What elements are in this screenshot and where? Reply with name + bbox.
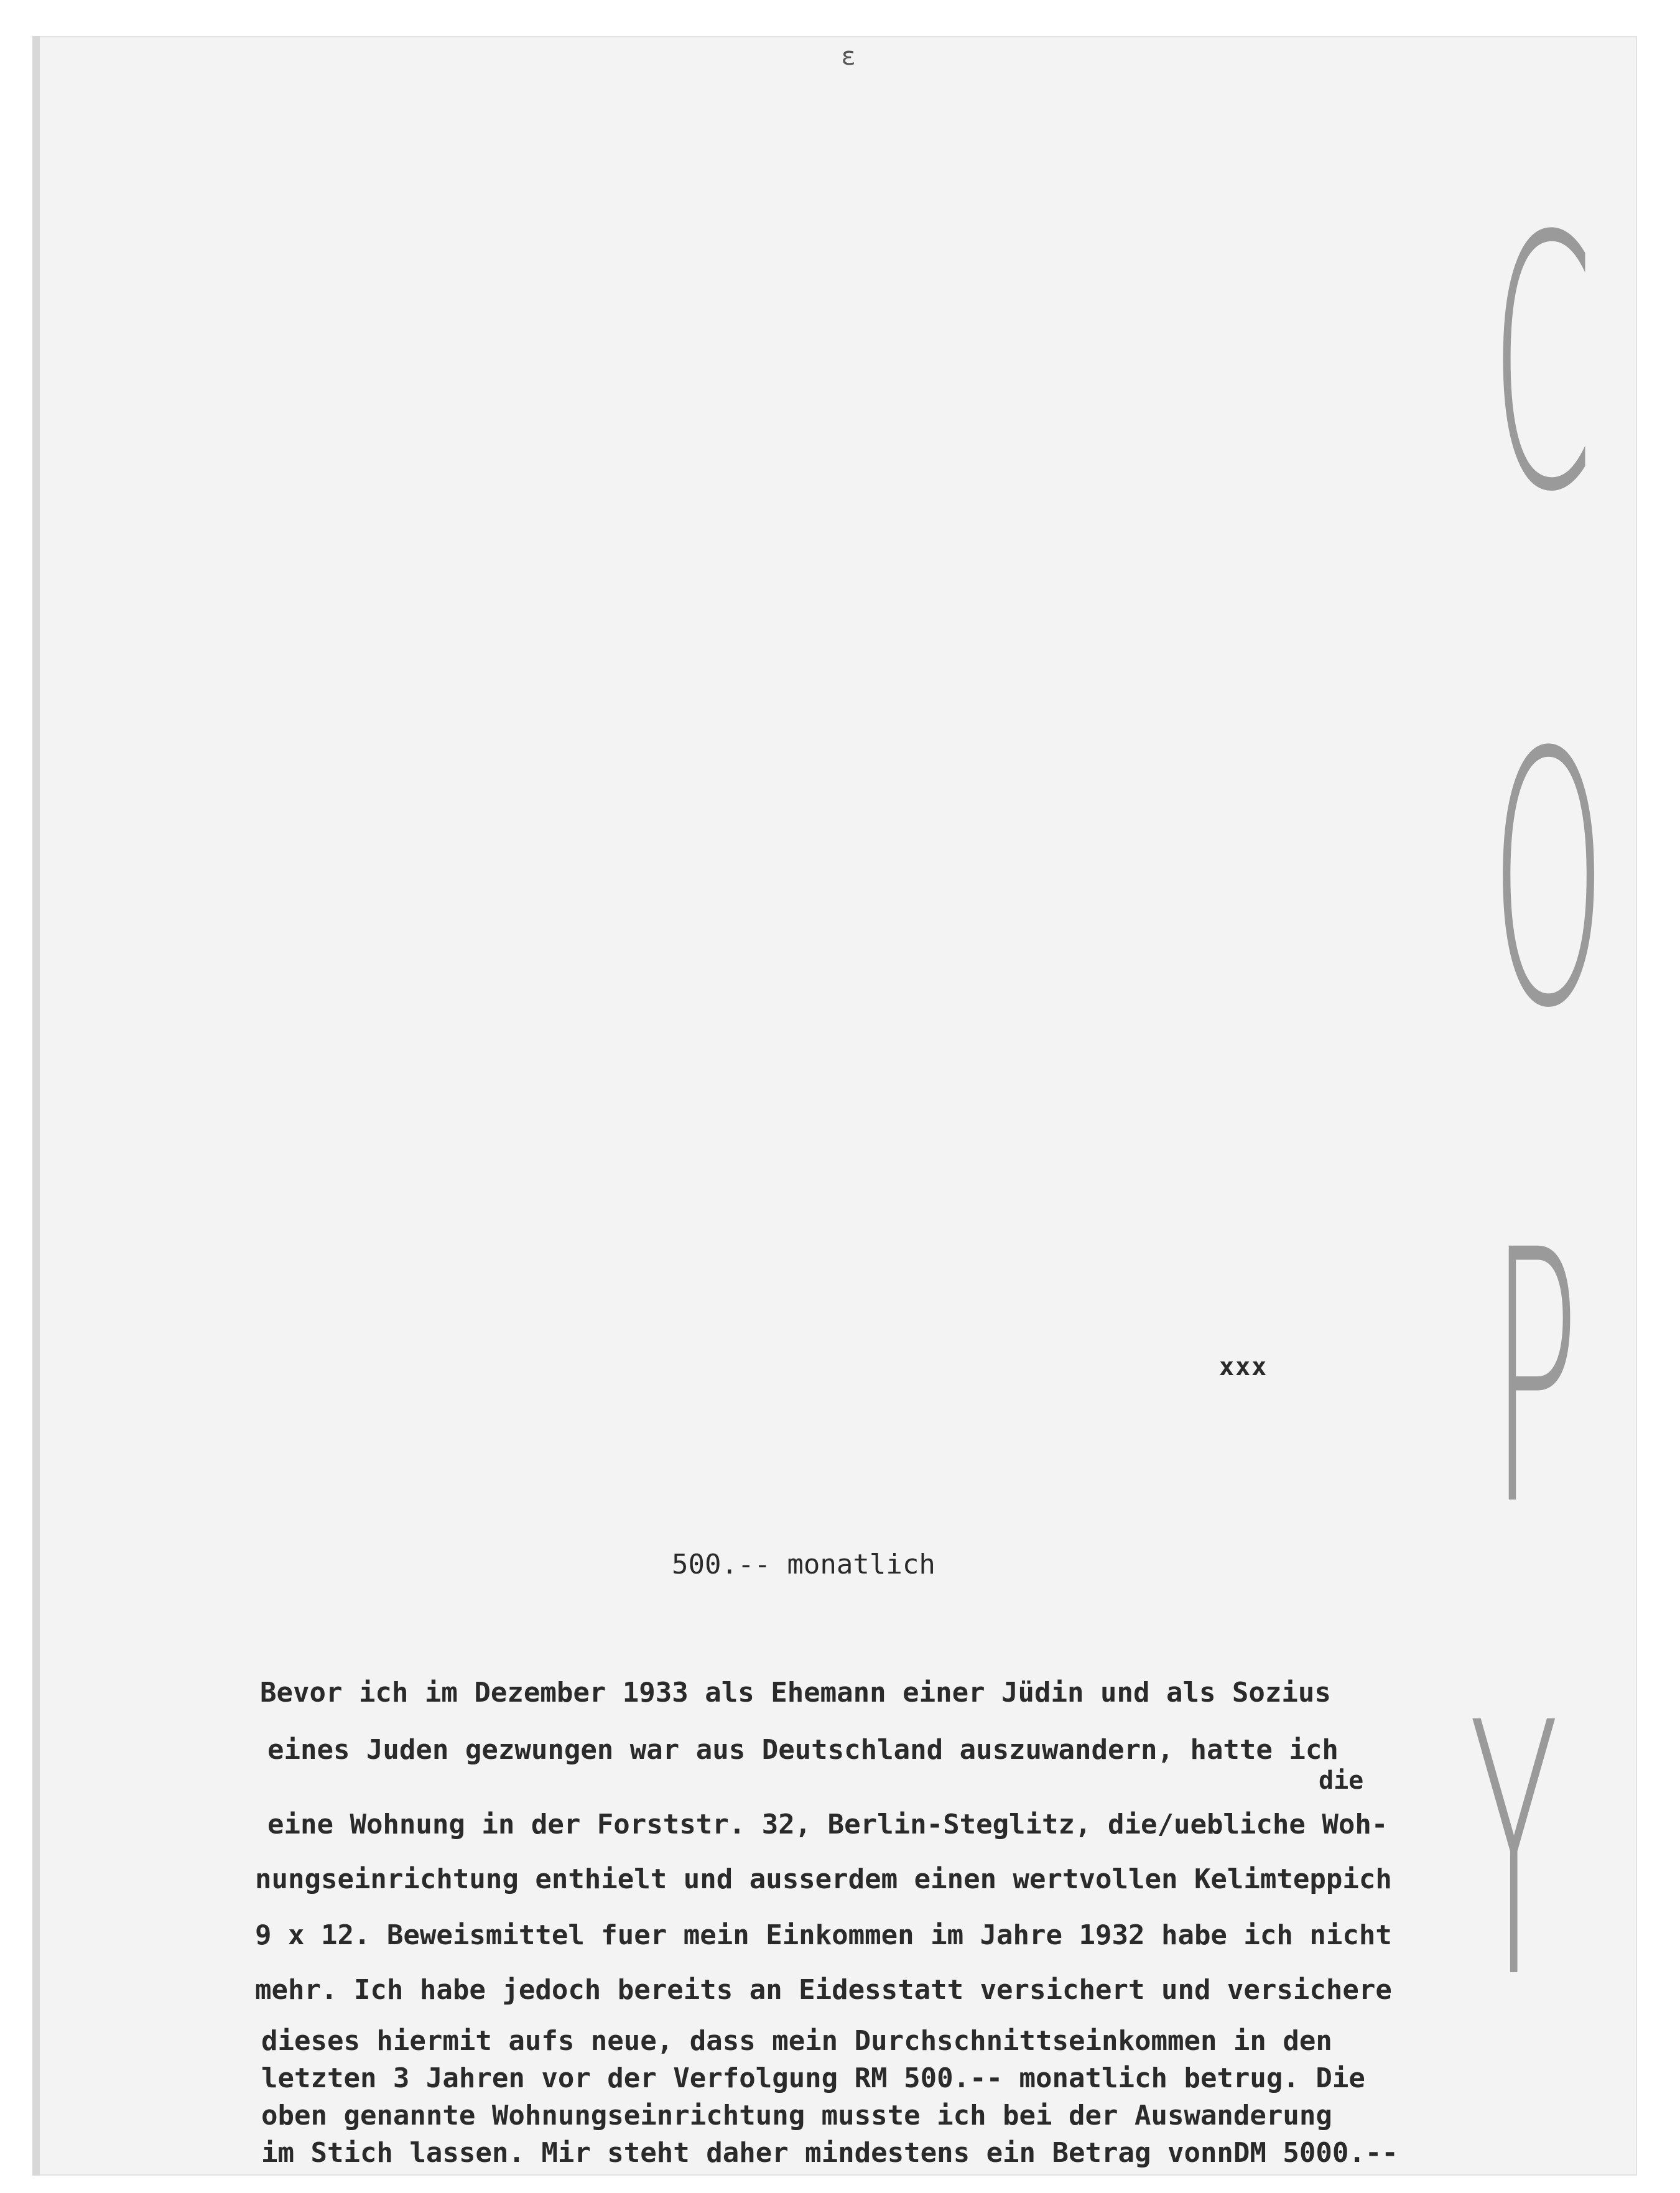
handwritten-insertion: die (1319, 1766, 1364, 1795)
section-separator: xxx (1219, 1353, 1268, 1381)
copy-stamp-letter-c: C (1491, 163, 1594, 568)
text-line: Bevor ich im Dezember 1933 als Ehemann einer Jüdin und als Sozius (260, 1677, 1331, 1708)
text-line: im Stich lassen. Mir steht daher mindestens ein Betrag vonnDM 5000.-- (261, 2137, 1398, 2169)
text-line: dieses hiermit aufs neue, dass mein Durchschnittseinkommen in den (261, 2025, 1332, 2057)
document-page (32, 36, 1637, 2176)
copy-stamp-letter-o: O (1491, 679, 1607, 1085)
copy-stamp-letter-y: Y (1469, 1649, 1559, 2055)
text-line: nungseinrichtung enthielt und ausserdem einen wertvollen Kelimteppich (255, 1863, 1392, 1895)
text-line: eines Juden gezwungen war aus Deutschland auszuwandern, hatte ich (267, 1734, 1339, 1766)
text-line: 9 x 12. Beweismittel fuer mein Einkommen im Jahre 1932 habe ich nicht (255, 1919, 1392, 1951)
text-line: letzten 3 Jahren vor der Verfolgung RM 500.-- monatlich betrug. Die (261, 2062, 1365, 2094)
top-mark: ɛ (841, 42, 856, 71)
copy-stamp-letter-p: P (1491, 1177, 1579, 1582)
text-line: mehr. Ich habe jedoch bereits an Eidesstatt versichert und versichere (255, 1974, 1392, 2006)
amount-heading: 500.-- monatlich (672, 1549, 935, 1580)
page-edge (32, 36, 40, 2176)
text-line: eine Wohnung in der Forststr. 32, Berlin-Steglitz, die/uebliche Woh- (267, 1809, 1388, 1840)
text-line: oben genannte Wohnungseinrichtung musste ich bei der Auswanderung (261, 2100, 1332, 2131)
